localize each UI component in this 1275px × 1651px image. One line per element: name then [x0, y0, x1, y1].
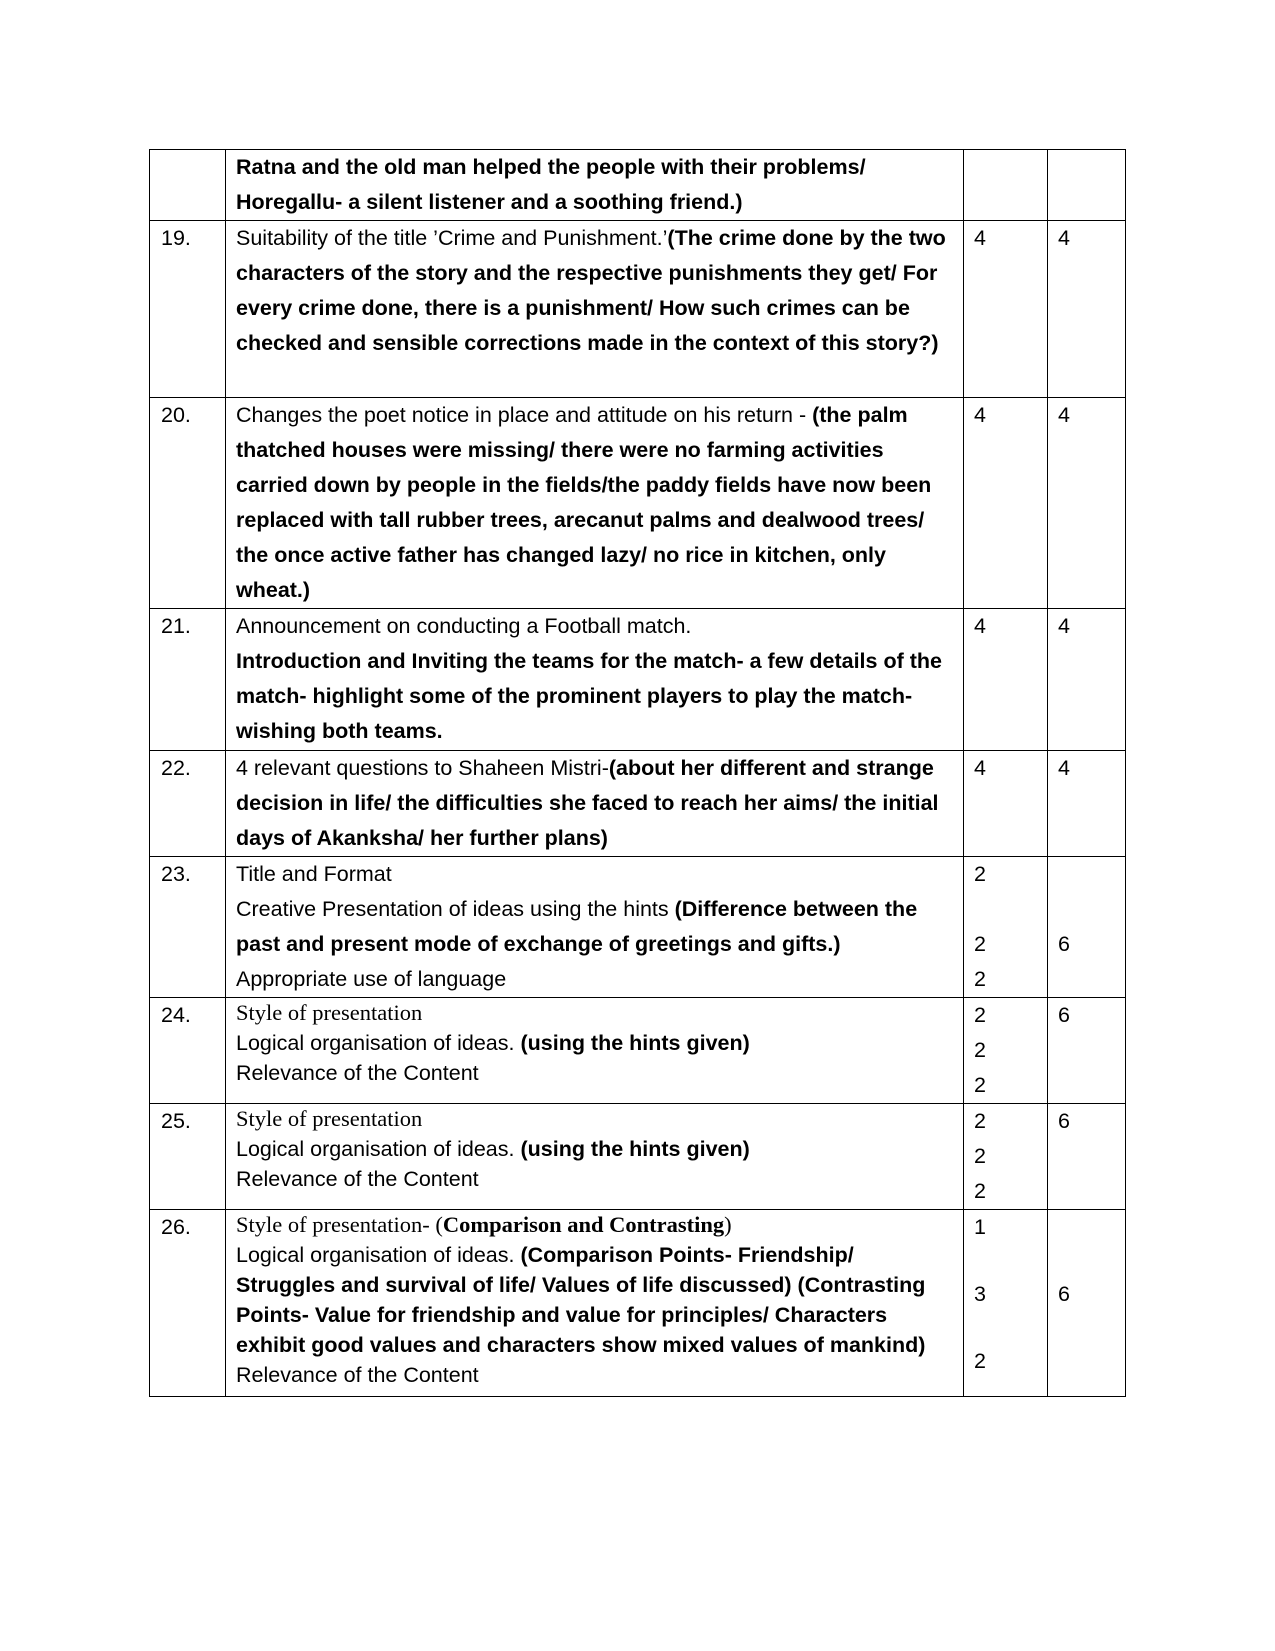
criterion-creative-presentation [236, 892, 953, 962]
question-number: 22. [150, 751, 226, 857]
table-row [150, 1104, 1126, 1210]
question-number: 26. [150, 1210, 226, 1397]
criterion-label: Style of presentation- ( [236, 1212, 443, 1237]
answer-description [226, 150, 964, 221]
criterion-label: Logical organisation of ideas. [236, 1137, 521, 1161]
mark-value: 2 [974, 967, 986, 991]
table-row [150, 221, 1126, 398]
marks-total: 4 [1048, 221, 1126, 398]
mark-value: 2 [974, 1144, 986, 1168]
mark-value: 2 [974, 1179, 986, 1203]
criterion-relevance: Relevance of the Content [236, 1167, 479, 1191]
marks-split [964, 1210, 1048, 1397]
criterion-close: ) [724, 1212, 732, 1237]
marks-split: 4 [964, 221, 1048, 398]
table-row [150, 609, 1126, 751]
criterion-label: Logical organisation of ideas. [236, 1031, 521, 1055]
marks-total [1048, 1210, 1126, 1397]
mark-value: 2 [974, 932, 986, 956]
marks-split: 4 [964, 398, 1048, 609]
marks-total: 4 [1048, 398, 1126, 609]
answer-points: Introduction and Inviting the teams for the match- a few details of the match- highlight some of the prominent players to play the match- wishing both teams. [236, 649, 942, 743]
answer-topic: Announcement on conducting a Football match. [236, 614, 692, 638]
marks-split [964, 998, 1048, 1104]
mark-value: 2 [974, 1109, 986, 1133]
question-number: 21. [150, 609, 226, 751]
criterion-hint: (Comparison Points- Friendship/ Struggles and survival of life/ Values of life discussed) (Contrasting Points- Value for friendship and value for principles/ Characters exhibit good values and characters show mixed values of mankind) [236, 1243, 926, 1357]
marks-split [964, 857, 1048, 998]
mark-value: 2 [974, 1349, 986, 1373]
answer-description [226, 1104, 964, 1210]
marks-total: 4 [1048, 751, 1126, 857]
criterion-style: Style of presentation [236, 1000, 423, 1025]
question-number: 24. [150, 998, 226, 1104]
marks-split [964, 1104, 1048, 1210]
criterion-label: Logical organisation of ideas. [236, 1243, 521, 1267]
criterion-logic [236, 1028, 953, 1058]
table-row [150, 857, 1126, 998]
criterion-hint: Comparison and Contrasting [442, 1212, 725, 1237]
answer-topic: 4 relevant questions to Shaheen Mistri- [236, 756, 609, 780]
answer-points: (about her different and strange decision in life/ the difficulties she faced to reach her aims/ the initial days of Akanksha/ her further plans) [236, 756, 939, 850]
answer-key-table [149, 149, 1126, 1397]
answer-points: (The crime done by the two characters of the story and the respective punishments they get/ For every crime done, there is a punishment/ How such crimes can be checked and sensible corrections made in the context of this story?) [236, 226, 946, 355]
criterion-hint: (using the hints given) [520, 1137, 750, 1161]
mark-value: 3 [974, 1282, 986, 1306]
question-number: 19. [150, 221, 226, 398]
answer-description [226, 398, 964, 609]
answer-description [226, 998, 964, 1104]
total-value: 6 [1058, 1282, 1070, 1306]
criterion-logic [236, 1134, 953, 1164]
marks-total: 6 [1048, 998, 1126, 1104]
table-row [150, 150, 1126, 221]
answer-topic: Changes the poet notice in place and attitude on his return - [236, 403, 813, 427]
answer-points: Ratna and the old man helped the people with their problems/ Horegallu- a silent listener and a soothing friend.) [236, 155, 866, 214]
marks-total [1048, 150, 1126, 221]
criterion-hint: (Difference between the past and present mode of exchange of greetings and gifts.) [236, 897, 918, 956]
answer-description [226, 1210, 964, 1397]
table-row [150, 998, 1126, 1104]
criterion-relevance: Relevance of the Content [236, 1363, 479, 1387]
marks-total: 6 [1048, 1104, 1126, 1210]
total-value: 6 [1058, 932, 1070, 956]
answer-description [226, 221, 964, 398]
question-number: 23. [150, 857, 226, 998]
answer-points: (the palm thatched houses were missing/ there were no farming activities carried down by people in the fields/the paddy fields have now been replaced with tall rubber trees, arecanut palms and dealwood trees/ the once active father has changed lazy/ no rice in kitchen, only wheat.) [236, 403, 932, 602]
criterion-style [236, 1210, 953, 1240]
answer-topic: Suitability of the title ’Crime and Punishment.’ [236, 226, 668, 250]
answer-description [226, 609, 964, 751]
mark-value: 1 [974, 1215, 986, 1239]
table-row [150, 751, 1126, 857]
mark-value: 2 [974, 1003, 986, 1027]
mark-value: 2 [974, 862, 986, 886]
question-number [150, 150, 226, 221]
answer-description [226, 751, 964, 857]
question-number: 20. [150, 398, 226, 609]
criterion-hint: (using the hints given) [520, 1031, 750, 1055]
answer-description [226, 857, 964, 998]
criterion-title-format: Title and Format [236, 862, 392, 886]
mark-value: 2 [974, 1038, 986, 1062]
marks-total: 4 [1048, 609, 1126, 751]
marks-split [964, 150, 1048, 221]
criterion-language: Appropriate use of language [236, 967, 507, 991]
table-row [150, 398, 1126, 609]
table-row [150, 1210, 1126, 1397]
criterion-relevance: Relevance of the Content [236, 1061, 479, 1085]
marks-split: 4 [964, 751, 1048, 857]
mark-value: 2 [974, 1073, 986, 1097]
question-number: 25. [150, 1104, 226, 1210]
marks-split: 4 [964, 609, 1048, 751]
marks-total [1048, 857, 1126, 998]
criterion-style: Style of presentation [236, 1106, 423, 1131]
criterion-logic [236, 1240, 953, 1360]
criterion-label: Creative Presentation of ideas using the hints [236, 897, 675, 921]
